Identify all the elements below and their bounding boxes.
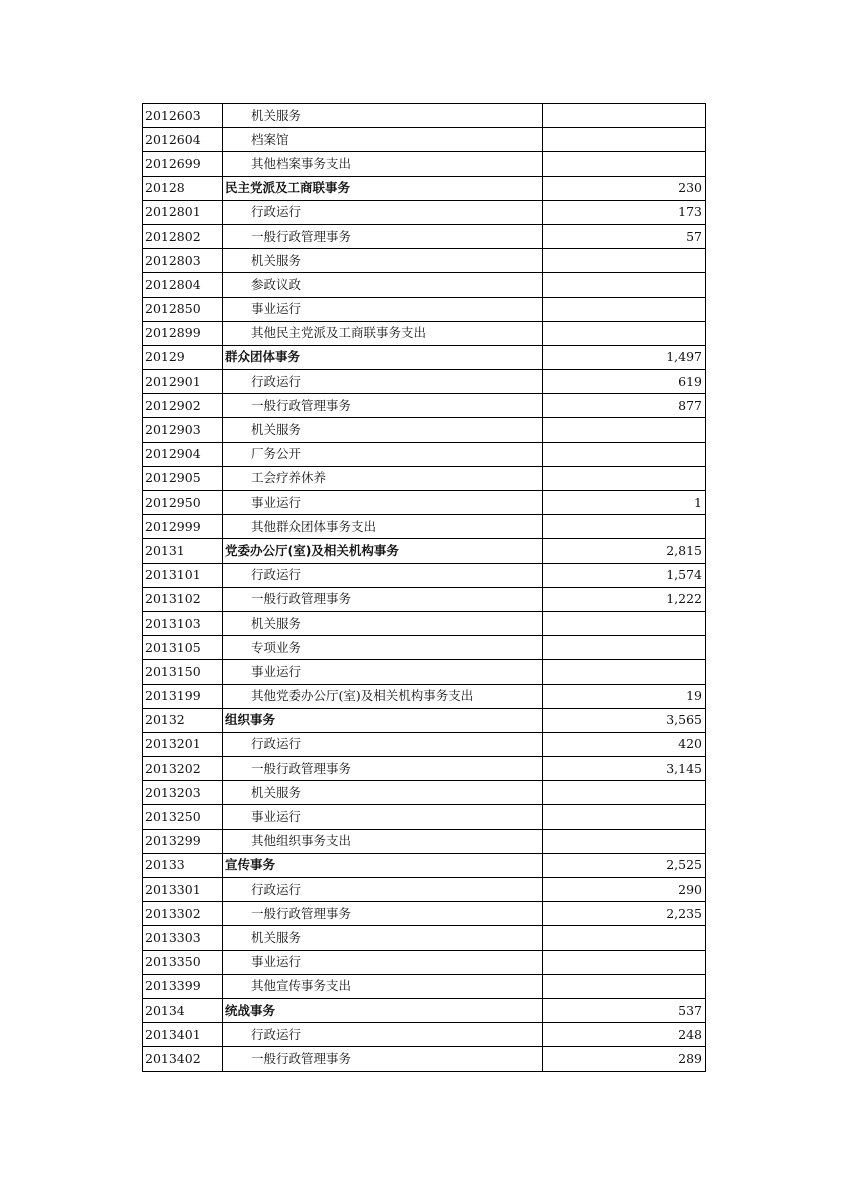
table-row [143, 587, 706, 611]
name-cell: 机关服务 [223, 418, 543, 442]
code-cell: 2012904 [143, 442, 223, 466]
amount-cell [543, 273, 706, 297]
table-row [143, 829, 706, 853]
table-row [143, 878, 706, 902]
code-cell: 2013399 [143, 974, 223, 998]
amount-cell: 2,235 [543, 902, 706, 926]
amount-cell: 537 [543, 998, 706, 1022]
code-cell: 20134 [143, 998, 223, 1022]
name-cell: 行政运行 [223, 1023, 543, 1047]
amount-cell: 3,145 [543, 757, 706, 781]
code-cell: 2012999 [143, 515, 223, 539]
table-row [143, 1023, 706, 1047]
name-cell: 行政运行 [223, 200, 543, 224]
amount-cell [543, 926, 706, 950]
name-cell: 一般行政管理事务 [223, 224, 543, 248]
table-row [143, 224, 706, 248]
table-row [143, 660, 706, 684]
name-cell: 其他民主党派及工商联事务支出 [223, 321, 543, 345]
code-cell: 2013401 [143, 1023, 223, 1047]
name-cell: 其他党委办公厅(室)及相关机构事务支出 [223, 684, 543, 708]
name-cell: 事业运行 [223, 950, 543, 974]
amount-cell [543, 152, 706, 176]
code-cell: 2012803 [143, 249, 223, 273]
code-cell: 2012604 [143, 128, 223, 152]
code-cell: 2012699 [143, 152, 223, 176]
table-row [143, 418, 706, 442]
category-row [143, 539, 706, 563]
name-cell: 事业运行 [223, 660, 543, 684]
category-row [143, 176, 706, 200]
name-cell: 参政议政 [223, 273, 543, 297]
amount-cell [543, 829, 706, 853]
name-cell: 行政运行 [223, 370, 543, 394]
table-row [143, 297, 706, 321]
table-row [143, 805, 706, 829]
table-row [143, 636, 706, 660]
amount-cell [543, 974, 706, 998]
amount-cell [543, 515, 706, 539]
name-cell: 统战事务 [223, 998, 543, 1022]
amount-cell: 1,222 [543, 587, 706, 611]
code-cell: 2012950 [143, 491, 223, 515]
name-cell: 档案馆 [223, 128, 543, 152]
table-row [143, 273, 706, 297]
name-cell: 其他宣传事务支出 [223, 974, 543, 998]
name-cell: 党委办公厅(室)及相关机构事务 [223, 539, 543, 563]
code-cell: 2012804 [143, 273, 223, 297]
amount-cell: 289 [543, 1047, 706, 1071]
table-row [143, 757, 706, 781]
table-row [143, 902, 706, 926]
amount-cell: 290 [543, 878, 706, 902]
name-cell: 机关服务 [223, 926, 543, 950]
amount-cell: 3,565 [543, 708, 706, 732]
amount-cell: 877 [543, 394, 706, 418]
code-cell: 2013101 [143, 563, 223, 587]
table-row [143, 781, 706, 805]
name-cell: 行政运行 [223, 563, 543, 587]
code-cell: 2013105 [143, 636, 223, 660]
name-cell: 其他群众团体事务支出 [223, 515, 543, 539]
code-cell: 2012603 [143, 104, 223, 128]
category-row [143, 853, 706, 877]
amount-cell [543, 660, 706, 684]
table-row [143, 249, 706, 273]
code-cell: 2013203 [143, 781, 223, 805]
code-cell: 2012899 [143, 321, 223, 345]
code-cell: 2013150 [143, 660, 223, 684]
code-cell: 2012850 [143, 297, 223, 321]
amount-cell: 57 [543, 224, 706, 248]
table-row [143, 152, 706, 176]
name-cell: 民主党派及工商联事务 [223, 176, 543, 200]
amount-cell [543, 950, 706, 974]
table-row [143, 491, 706, 515]
table-row [143, 466, 706, 490]
name-cell: 群众团体事务 [223, 345, 543, 369]
category-row [143, 708, 706, 732]
table-row [143, 442, 706, 466]
name-cell: 事业运行 [223, 491, 543, 515]
amount-cell [543, 781, 706, 805]
table-row [143, 611, 706, 635]
name-cell: 厂务公开 [223, 442, 543, 466]
name-cell: 专项业务 [223, 636, 543, 660]
table-row [143, 684, 706, 708]
table-row [143, 104, 706, 128]
table-row [143, 974, 706, 998]
name-cell: 事业运行 [223, 297, 543, 321]
amount-cell [543, 805, 706, 829]
category-row [143, 345, 706, 369]
table-row [143, 370, 706, 394]
amount-cell [543, 104, 706, 128]
code-cell: 2013299 [143, 829, 223, 853]
amount-cell: 2,815 [543, 539, 706, 563]
code-cell: 2013302 [143, 902, 223, 926]
code-cell: 2012905 [143, 466, 223, 490]
amount-cell [543, 442, 706, 466]
name-cell: 工会疗养休养 [223, 466, 543, 490]
amount-cell [543, 297, 706, 321]
code-cell: 2012802 [143, 224, 223, 248]
name-cell: 一般行政管理事务 [223, 902, 543, 926]
amount-cell [543, 128, 706, 152]
amount-cell: 2,525 [543, 853, 706, 877]
code-cell: 2012901 [143, 370, 223, 394]
table-row [143, 128, 706, 152]
name-cell: 机关服务 [223, 781, 543, 805]
code-cell: 2013199 [143, 684, 223, 708]
amount-cell [543, 611, 706, 635]
budget-expenditure-table [142, 103, 706, 1072]
table-row [143, 321, 706, 345]
amount-cell [543, 249, 706, 273]
code-cell: 2012902 [143, 394, 223, 418]
table-row [143, 732, 706, 756]
table-row [143, 515, 706, 539]
code-cell: 2012801 [143, 200, 223, 224]
amount-cell: 420 [543, 732, 706, 756]
amount-cell: 1 [543, 491, 706, 515]
code-cell: 2013202 [143, 757, 223, 781]
amount-cell: 1,574 [543, 563, 706, 587]
name-cell: 其他档案事务支出 [223, 152, 543, 176]
amount-cell: 1,497 [543, 345, 706, 369]
name-cell: 行政运行 [223, 878, 543, 902]
category-row [143, 998, 706, 1022]
amount-cell [543, 636, 706, 660]
table-row [143, 950, 706, 974]
name-cell: 组织事务 [223, 708, 543, 732]
table-row [143, 200, 706, 224]
table-row [143, 563, 706, 587]
code-cell: 20129 [143, 345, 223, 369]
code-cell: 20132 [143, 708, 223, 732]
code-cell: 2013201 [143, 732, 223, 756]
table-row [143, 1047, 706, 1071]
amount-cell: 619 [543, 370, 706, 394]
name-cell: 宣传事务 [223, 853, 543, 877]
name-cell: 机关服务 [223, 249, 543, 273]
code-cell: 20128 [143, 176, 223, 200]
amount-cell [543, 321, 706, 345]
code-cell: 2013350 [143, 950, 223, 974]
name-cell: 其他组织事务支出 [223, 829, 543, 853]
code-cell: 2012903 [143, 418, 223, 442]
code-cell: 2013250 [143, 805, 223, 829]
code-cell: 20131 [143, 539, 223, 563]
amount-cell: 248 [543, 1023, 706, 1047]
code-cell: 2013102 [143, 587, 223, 611]
code-cell: 20133 [143, 853, 223, 877]
amount-cell: 19 [543, 684, 706, 708]
name-cell: 机关服务 [223, 611, 543, 635]
code-cell: 2013301 [143, 878, 223, 902]
table-row [143, 926, 706, 950]
name-cell: 行政运行 [223, 732, 543, 756]
amount-cell [543, 466, 706, 490]
name-cell: 一般行政管理事务 [223, 757, 543, 781]
table-body [143, 104, 706, 1072]
code-cell: 2013303 [143, 926, 223, 950]
amount-cell: 230 [543, 176, 706, 200]
name-cell: 机关服务 [223, 104, 543, 128]
name-cell: 一般行政管理事务 [223, 394, 543, 418]
code-cell: 2013103 [143, 611, 223, 635]
name-cell: 一般行政管理事务 [223, 587, 543, 611]
name-cell: 事业运行 [223, 805, 543, 829]
amount-cell: 173 [543, 200, 706, 224]
amount-cell [543, 418, 706, 442]
table-row [143, 394, 706, 418]
code-cell: 2013402 [143, 1047, 223, 1071]
name-cell: 一般行政管理事务 [223, 1047, 543, 1071]
